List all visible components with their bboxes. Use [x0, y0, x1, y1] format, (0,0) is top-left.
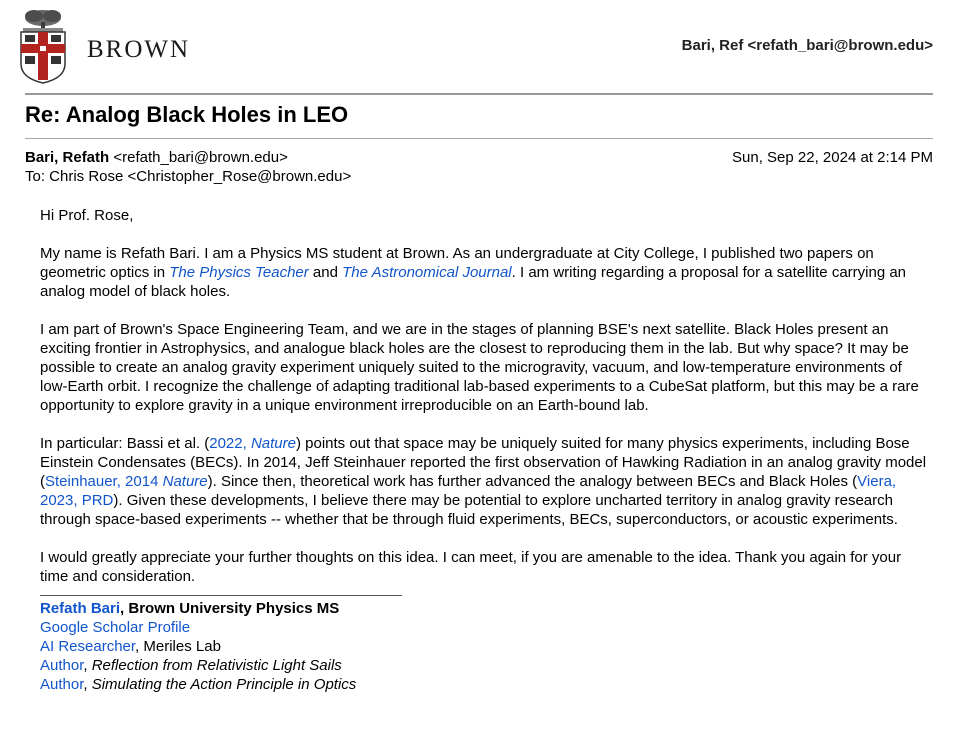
message-body: [40, 206, 930, 694]
sender-name: Bari, Refath: [25, 149, 110, 166]
link-author-1[interactable]: Author: [40, 657, 84, 674]
paragraph-1: [40, 244, 930, 301]
link-ai-researcher[interactable]: AI Researcher: [40, 638, 136, 655]
p3-text-4: ). Given these developments, I believe there may be potential to explore uncharted territory in analog gravity research through space-based experiments -- whether that be through fluid experiments, BECs, superconductors, or acoustic experiments.: [40, 492, 898, 528]
link-author-2[interactable]: Author: [40, 676, 84, 693]
link-physics-teacher[interactable]: The Physics Teacher: [169, 264, 309, 281]
signature-lab: , Meriles Lab: [135, 638, 221, 655]
email-subject: Re: Analog Black Holes in LEO: [25, 102, 349, 127]
email-header: [0, 0, 966, 95]
brown-shield-icon: [17, 6, 69, 84]
paragraph-3: [40, 434, 930, 529]
paper-title-2: Simulating the Action Principle in Optics: [91, 676, 357, 693]
p3-text-1: In particular: Bassi et al. (: [40, 435, 210, 452]
p1-text-1: My name is Refath Bari. I am a Physics MS student at Brown. As an undergraduate at City College, I published two papers on geometric optics in: [40, 245, 874, 281]
paper-title-1: Reflection from Relativistic Light Sails: [91, 657, 342, 674]
paragraph-2: I am part of Brown's Space Engineering Team, and we are in the stages of planning BSE's next satellite. Black Holes present an exciting frontier in Astrophysics, and analogue black holes are the closest to reproducing them in the lab. But why space? It may be possible to create an analog gravity experiment uniquely suited to the microgravity, vacuum, and low-temperature environments of low-Earth orbit. I recognize the challenge of adapting traditional lab-based experiments to a CubeSat platform, but this may be a rare opportunity to explore gravity in a unique environment irreproducible on an Earth-bound lab.: [40, 321, 919, 414]
signature-ai-line: [40, 637, 930, 656]
signature-author-line-2: Author, Simulating the Action Principle in Optics: [40, 676, 357, 693]
p3-text-2: ) points out that space may be uniquely suited for many physics experiments, including Bose Einstein Condensates (BECs). In 2014, Jeff Steinhauer reported the first observation of Hawking Radiation in an analog gravity model (: [40, 435, 927, 490]
signature-name-line: [40, 599, 930, 618]
brown-logo: [17, 6, 191, 86]
paragraph-4: I would greatly appreciate your further thoughts on this idea. I can meet, if you are amenable to the idea. Thank you again for your time and consideration.: [40, 549, 902, 585]
account-label: Bari, Ref <refath_bari@brown.edu>: [681, 37, 933, 54]
signature-scholar-line: [40, 618, 930, 637]
link-google-scholar[interactable]: Google Scholar Profile: [40, 619, 191, 636]
p3-text-3: ). Since then, theoretical work has further advanced the analogy between BECs and Black Holes (: [207, 473, 858, 490]
link-bassi-2022[interactable]: 2022, Nature: [209, 435, 296, 452]
signature: [40, 595, 930, 694]
greeting: Hi Prof. Rose,: [40, 207, 134, 224]
link-steinhauer-2014[interactable]: Steinhauer, 2014 Nature: [45, 473, 208, 490]
link-astronomical-journal[interactable]: The Astronomical Journal: [342, 264, 512, 281]
signature-author-line-1: Author, Reflection from Relativistic Light Sails: [40, 657, 342, 674]
link-viera-2023[interactable]: Viera, 2023, PRD: [40, 473, 897, 509]
recipient-line: To: Chris Rose <Christopher_Rose@brown.edu>: [25, 168, 352, 185]
message-date: Sun, Sep 22, 2024 at 2:14 PM: [732, 149, 933, 166]
message-meta: [25, 148, 933, 186]
p1-text-3: . I am writing regarding a proposal for a satellite carrying an analog model of black holes.: [40, 264, 907, 300]
p1-text-2: and: [308, 264, 343, 281]
signature-title: , Brown University Physics MS: [120, 600, 340, 617]
sender-email: <refath_bari@brown.edu>: [113, 149, 288, 166]
logo-text: BROWN: [87, 36, 191, 63]
subject-divider: [25, 138, 933, 139]
link-refath-bari[interactable]: Refath Bari: [40, 600, 121, 617]
signature-divider: [40, 595, 402, 596]
header-divider: [25, 93, 933, 95]
